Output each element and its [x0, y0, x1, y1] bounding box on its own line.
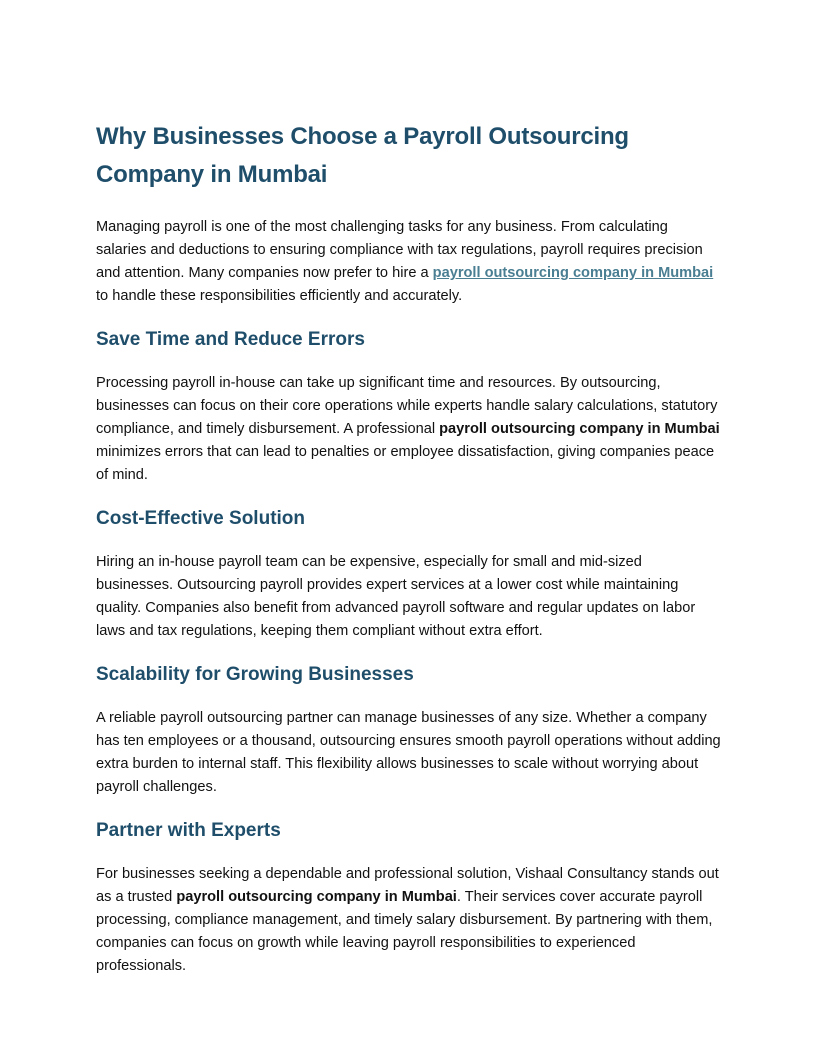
section-paragraph-scalability: A reliable payroll outsourcing partner can manage businesses of any size. Whether a company has ten employees or a thousand, outsourcing ensures smooth payroll operations without adding extra burden to internal staff. This flexibility allows businesses to scale without worrying about payroll challenges. [96, 710, 721, 795]
intro-paragraph [96, 216, 722, 308]
paragraph-text-before: For businesses seeking a dependable and professional solution, Vishaal Consultancy stands out as a trusted [96, 866, 719, 905]
section-heading-save-time: Save Time and Reduce Errors [96, 329, 365, 350]
section-paragraph-cost-effective: Hiring an in-house payroll team can be expensive, especially for small and mid-sized businesses. Outsourcing payroll provides expert services at a lower cost while maintaining quality. Companies also benefit from advanced payroll software and regular updates on labor laws and tax regulations, keeping them compliant without extra effort. [96, 554, 696, 639]
document-page [96, 118, 722, 997]
payroll-outsourcing-link[interactable]: payroll outsourcing company in Mumbai [432, 265, 714, 281]
intro-text-after: to handle these responsibilities efficiently and accurately. [96, 288, 463, 304]
paragraph-text-before: Processing payroll in-house can take up significant time and resources. By outsourcing, businesses can focus on their core operations while experts handle salary calculations, statutory compliance, and timely disbursement. A professional [96, 375, 718, 437]
section-heading-partner: Partner with Experts [96, 820, 281, 841]
section-heading-scalability: Scalability for Growing Businesses [96, 664, 414, 685]
section-heading-cost-effective: Cost-Effective Solution [96, 508, 306, 529]
bold-keyword: payroll outsourcing company in Mumbai [176, 889, 457, 905]
bold-keyword: payroll outsourcing company in Mumbai [439, 421, 720, 437]
paragraph-text-after: . Their services cover accurate payroll processing, compliance management, and timely salary disbursement. By partnering with them, companies can focus on growth while leaving payroll responsibilities to experienced professionals. [96, 889, 713, 974]
intro-text-before: Managing payroll is one of the most challenging tasks for any business. From calculating salaries and deductions to ensuring compliance with tax regulations, payroll requires precision and attention. Many companies now prefer to hire a [96, 219, 703, 281]
section-paragraph-partner [96, 863, 722, 978]
section-paragraph-save-time [96, 372, 722, 487]
page-title: Why Businesses Choose a Payroll Outsourcing Company in Mumbai [96, 123, 629, 188]
paragraph-text-after: minimizes errors that can lead to penalties or employee dissatisfaction, giving companies peace of mind. [96, 444, 715, 483]
